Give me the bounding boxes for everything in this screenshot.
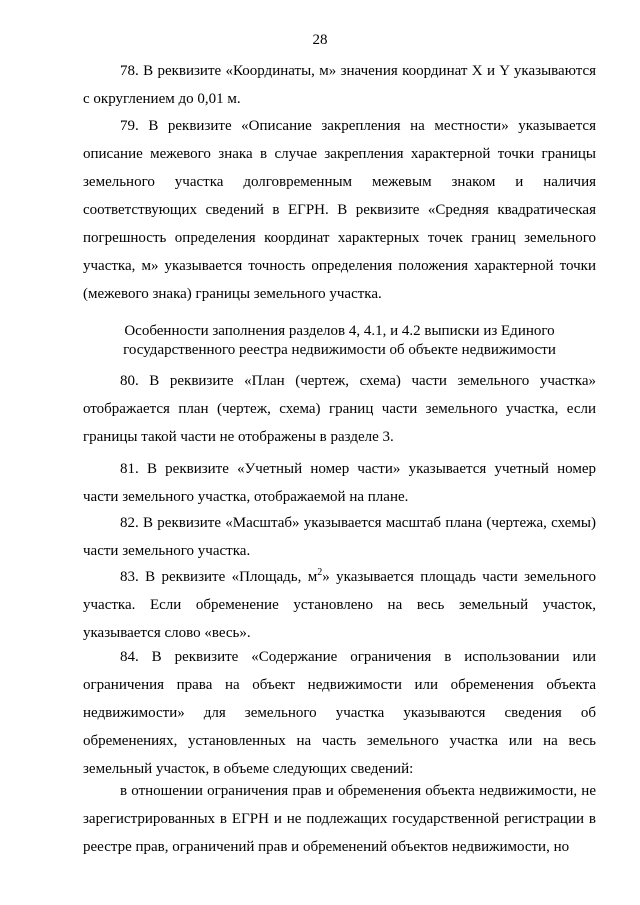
paragraph-83-text-start: 83. В реквизите «Площадь, м — [120, 569, 318, 585]
section-heading-line-2: государственного реестра недвижимости об объекте недвижимости — [123, 342, 556, 358]
paragraph-80: 80. В реквизите «План (чертеж, схема) части земельного участка» отображается план (чертеж, схема) границ части земельного участка, если границы такой части не отображены в разделе 3. — [83, 373, 596, 445]
paragraph-83-text-end: » указывается площадь части земельного участка. Если обременение установлено на весь земельный участок, указывается слово «весь». — [83, 569, 596, 641]
paragraph-84: 84. В реквизите «Содержание ограничения в использовании или ограничения права на объект недвижимости или обременения объекта недвижимости» для земельного участка указываются сведения об обременениях, установленных на часть земельного участка или на весь земельный участок, в объеме следующих сведений: — [83, 649, 596, 777]
paragraph-83 — [83, 563, 596, 647]
section-heading-line-1: Особенности заполнения разделов 4, 4.1, и 4.2 выписки из Единого — [124, 323, 555, 339]
paragraph-79: 79. В реквизите «Описание закрепления на местности» указывается описание межевого знака в случае закрепления характерной точки границы земельного участка долговременным межевым знаком и наличия соответствующих сведений в ЕГРН. В реквизите «Средняя квадратическая погрешность определения координат характерных точек границ земельного участка, м» указывается точность определения положения характерной точки (межевого знака) границы земельного участка. — [83, 118, 596, 302]
paragraph-81: 81. В реквизите «Учетный номер части» указывается учетный номер части земельного участка, отображаемой на плане. — [83, 461, 596, 505]
paragraph-78: 78. В реквизите «Координаты, м» значения координат X и Y указываются с округлением до 0,01 м. — [83, 63, 596, 107]
section-heading — [83, 322, 596, 360]
square-superscript: 2 — [317, 567, 323, 578]
paragraph-82: 82. В реквизите «Масштаб» указывается масштаб плана (чертежа, схемы) части земельного участка. — [83, 515, 596, 559]
paragraph-84-continuation: в отношении ограничения прав и обременения объекта недвижимости, не зарегистрированных в ЕГРН и не подлежащих государственной регистрации в реестре прав, ограничений прав и обременений объектов недвижимости, но — [83, 783, 596, 855]
page-number: 28 — [312, 32, 328, 48]
